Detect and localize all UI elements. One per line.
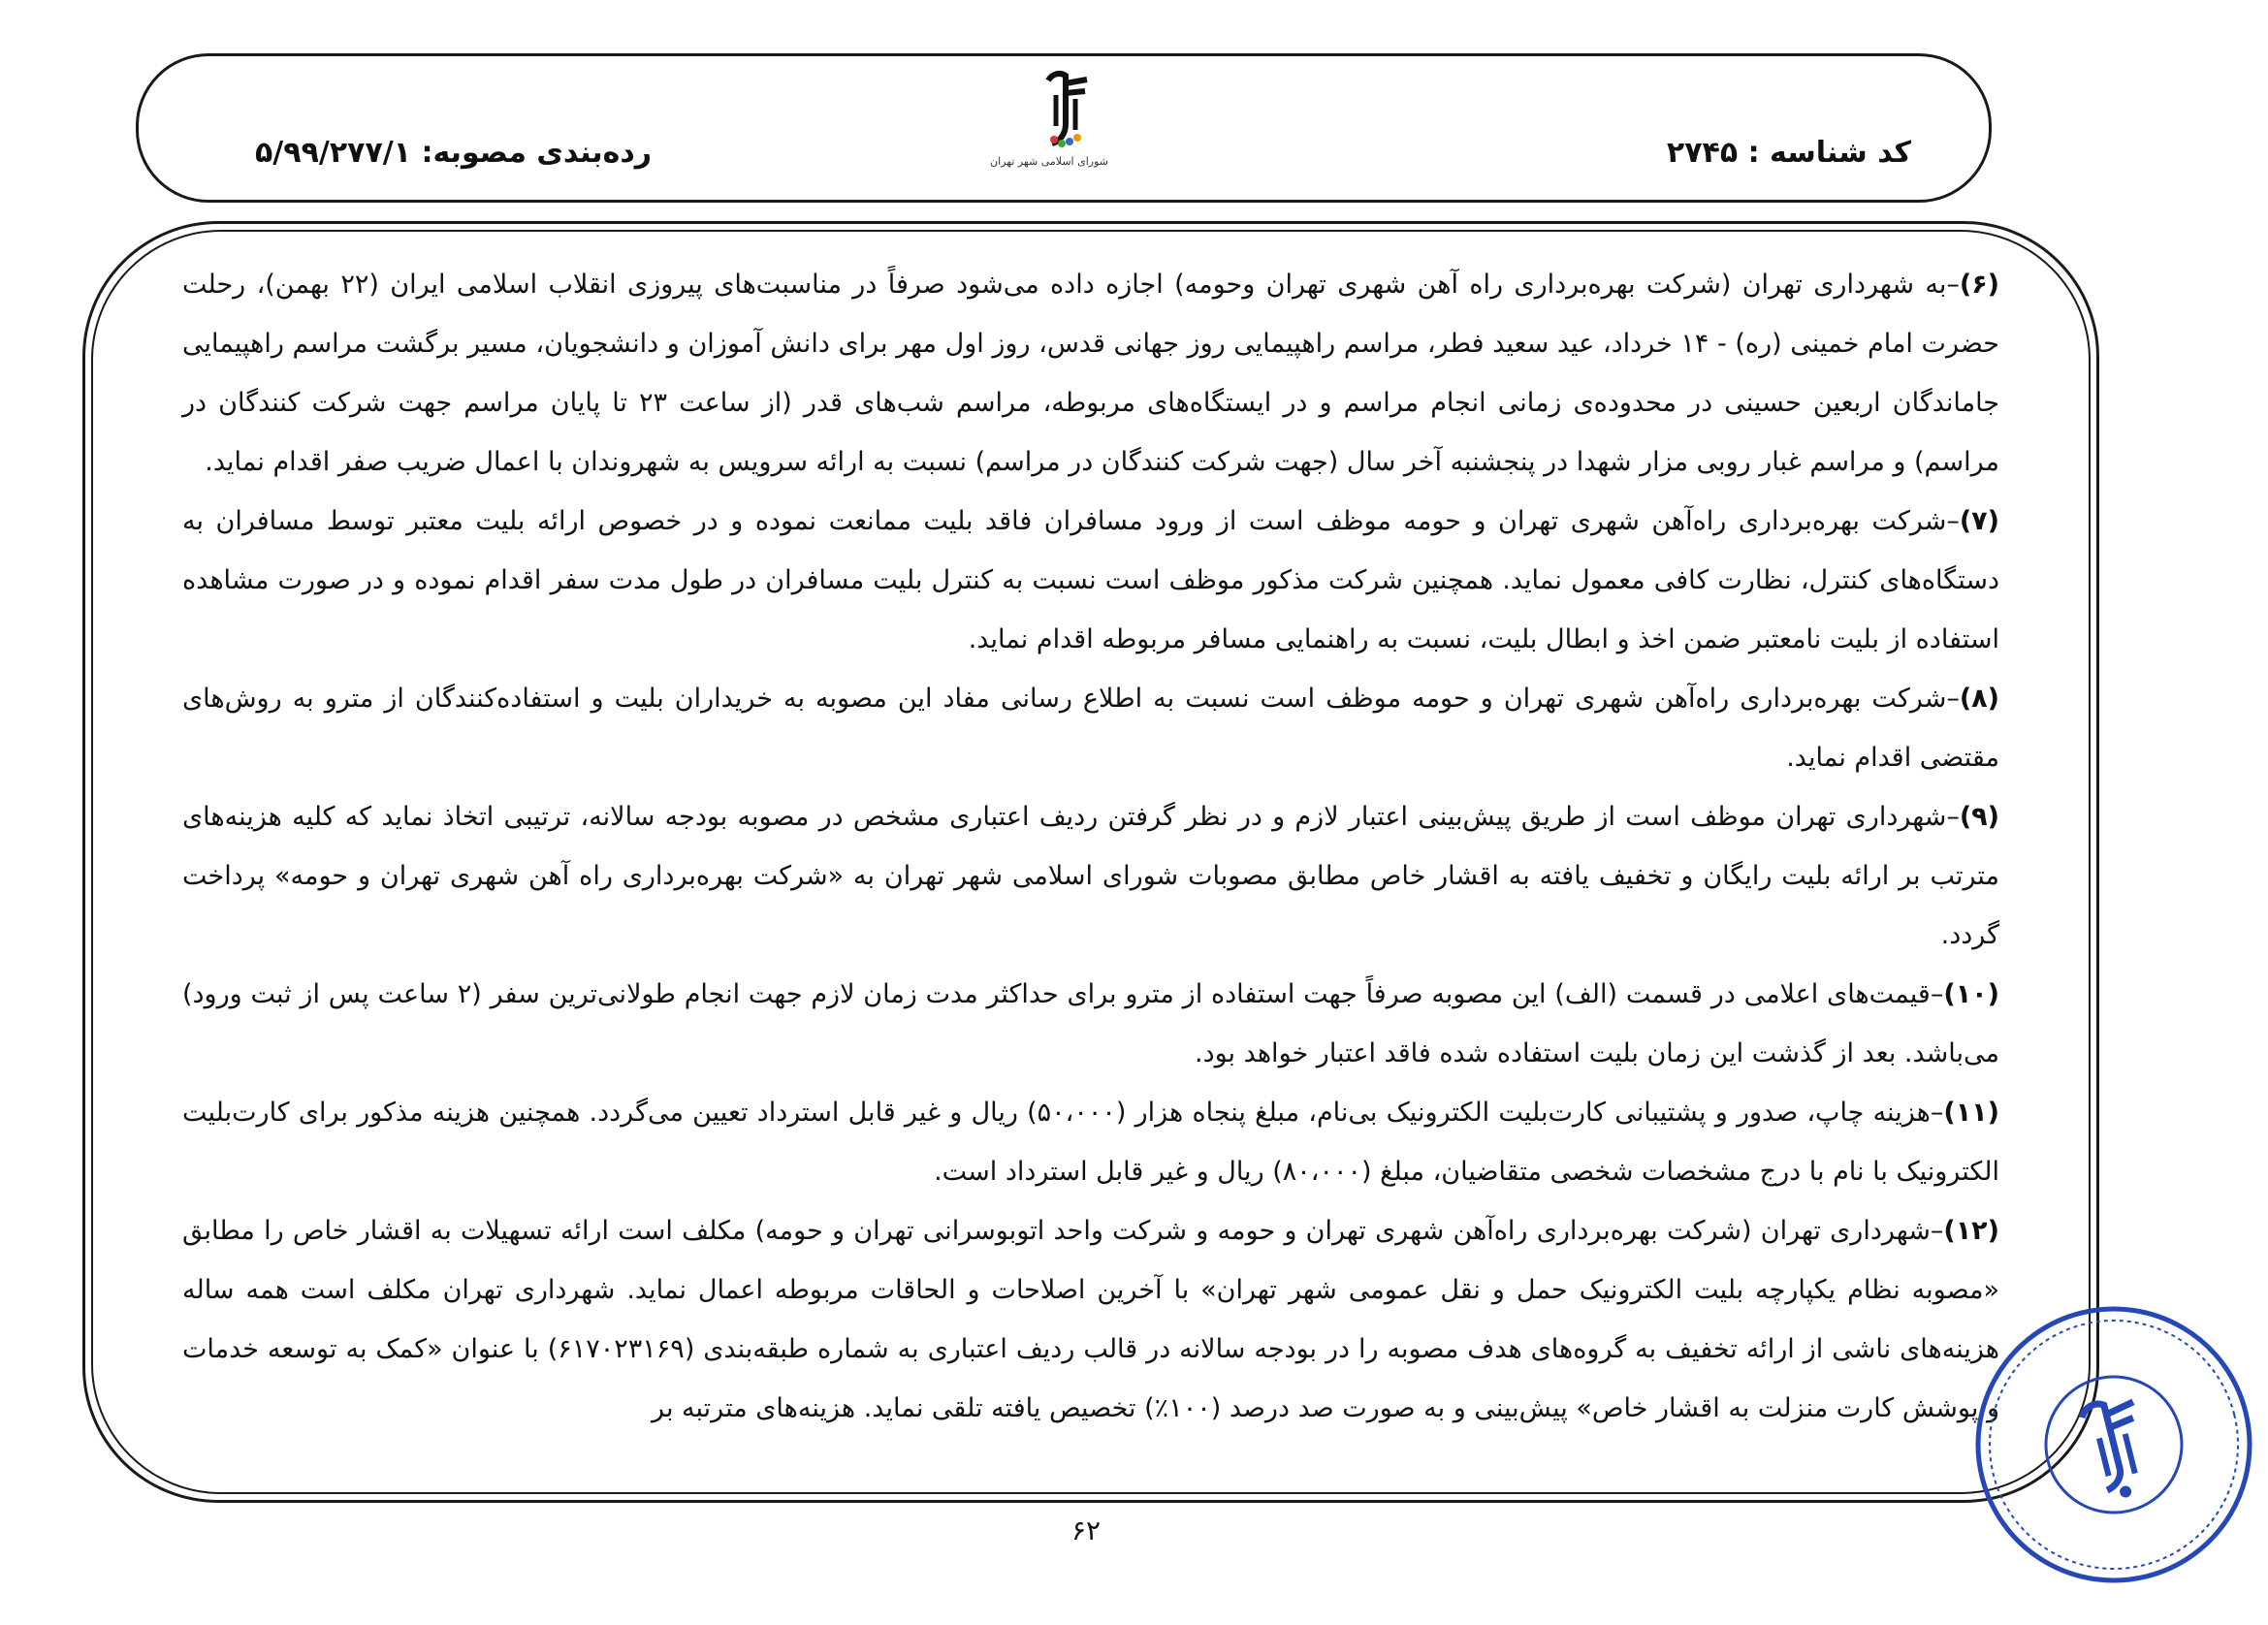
clause-number: (۷) xyxy=(1959,506,1999,536)
clause-text: –شرکت بهره‌برداری راه‌آهن شهری تهران و حومه موظف است از ورود مسافران فاقد بلیت ممانعت نموده و در خصوص ارائه بلیت معتبر توسط مسافران به دستگاه‌های کنترل، نظارت کافی معمول نماید. همچنین شرکت مذکور موظف است نسبت به کنترل بلیت مسافران در طول مدت سفر اقدام نموده و در صورت مشاهده استفاده از بلیت نامعتبر ضمن اخذ و ابطال بلیت، نسبت به راهنمایی مسافر مربوطه اقدام نماید. xyxy=(182,506,1999,654)
clause-number: (۸) xyxy=(1959,684,1999,714)
clause-10 xyxy=(182,965,1999,1083)
council-logo xyxy=(990,66,1108,182)
document-code: کد شناسه : ۲۷۴۵ xyxy=(1666,136,1911,170)
clause-text: –قیمت‌های اعلامی در قسمت (الف) این مصوبه صرفاً جهت استفاده از مترو برای حداکثر مدت زمان لازم جهت انجام طولانی‌ترین سفر (۲ ساعت پس از ثبت ورود) می‌باشد. بعد از گذشت این زمان بلیت استفاده شده فاقد اعتبار خواهد بود. xyxy=(182,979,1999,1068)
clause-number: (۱۰) xyxy=(1943,979,1999,1009)
resolution-body xyxy=(182,255,1999,1438)
clause-number: (۱۱) xyxy=(1943,1098,1999,1128)
clause-number: (۹) xyxy=(1959,802,1999,832)
clause-9 xyxy=(182,787,1999,965)
clause-text: –به شهرداری تهران (شرکت بهره‌برداری راه آهن شهری تهران وحومه) اجازه داده می‌شود صرفاً در مناسبت‌های پیروزی انقلاب اسلامی ایران (۲۲ بهمن)، رحلت حضرت امام خمینی (ره) - ۱۴ خرداد، عید سعید فطر، مراسم راهپیمایی روز جهانی قدس، روز اول مهر برای دانش آموزان و دانشجویان، مسیر برگشت مراسم راهپیمایی جاماندگان اربعین حسینی در محدوده‌ی زمانی انجام مراسم و در ایستگاه‌های مربوطه، مراسم شب‌های قدر (از ساعت ۲۳ تا پایان مراسم جهت شرکت کنندگان در مراسم) و مراسم غبار روبی مزار شهدا در پنجشنبه آخر سال (جهت شرکت کنندگان در مراسم) نسبت به ارائه سرویس به شهروندان با اعمال ضریب صفر اقدام نماید. xyxy=(182,270,1999,477)
clause-text: –شهرداری تهران (شرکت بهره‌برداری راه‌آهن شهری تهران و حومه و شرکت واحد اتوبوسرانی تهران و حومه) مکلف است ارائه تسهیلات به اقشار خاص را مطابق «مصوبه نظام یکپارچه بلیت الکترونیک حمل و نقل عمومی شهر تهران» با آخرین اصلاحات و الحاقات مربوطه اعمال نماید. شهرداری تهران مکلف است همه ساله هزینه‌های ناشی از ارائه تخفیف به گروه‌های هدف مصوبه را در بودجه سالانه در قالب ردیف اعتباری به شماره طبقه‌بندی (۶۱۷۰۲۳۱۶۹) با عنوان «کمک به توسعه خدمات و پوشش کارت منزلت به اقشار خاص» پیش‌بینی و به صورت صد درصد (۱۰۰٪) تخصیص یافته تلقی نماید. هزینه‌های مترتبه بر xyxy=(182,1216,1999,1423)
page-number: ۶۲ xyxy=(1070,1514,1102,1546)
clause-number: (۱۲) xyxy=(1943,1216,1999,1246)
council-logo-icon xyxy=(1031,66,1099,153)
content-frame xyxy=(82,221,2099,1503)
header-box xyxy=(136,53,1992,203)
clause-11 xyxy=(182,1083,1999,1201)
logo-caption: شورای اسلامی شهر تهران xyxy=(990,155,1108,168)
clause-12 xyxy=(182,1201,1999,1438)
resolution-classification: رده‌بندی مصوبه: ۵/۹۹/۲۷۷/۱ xyxy=(255,136,653,170)
clause-text: –شهرداری تهران موظف است از طریق پیش‌بینی اعتبار لازم و در نظر گرفتن ردیف اعتباری مشخص در مصوبه بودجه سالانه، ترتیبی اتخاذ نماید که کلیه هزینه‌های مترتب بر ارائه بلیت رایگان و تخفیف یافته به اقشار خاص مطابق مصوبات شورای اسلامی شهر تهران به «شرکت بهره‌برداری راه آهن شهری تهران و حومه» پرداخت گردد. xyxy=(182,802,1999,950)
clause-7 xyxy=(182,492,1999,669)
clause-text: –شرکت بهره‌برداری راه‌آهن شهری تهران و حومه موظف است نسبت به اطلاع رسانی مفاد این مصوبه به خریداران بلیت و استفاده‌کنندگان از مترو به روش‌های مقتضی اقدام نماید. xyxy=(182,684,1999,773)
clause-8 xyxy=(182,669,1999,787)
clause-number: (۶) xyxy=(1959,270,2000,300)
clause-6 xyxy=(182,255,1999,492)
clause-text: –هزینه چاپ، صدور و پشتیبانی کارت‌بلیت الکترونیک بی‌نام، مبلغ پنجاه هزار (۵۰،۰۰۰) ریال و غیر قابل استرداد تعیین می‌گردد. همچنین هزینه مذکور برای کارت‌بلیت الکترونیک با نام با درج مشخصات شخصی متقاضیان، مبلغ (۸۰،۰۰۰) ریال و غیر قابل استرداد است. xyxy=(182,1098,1999,1187)
